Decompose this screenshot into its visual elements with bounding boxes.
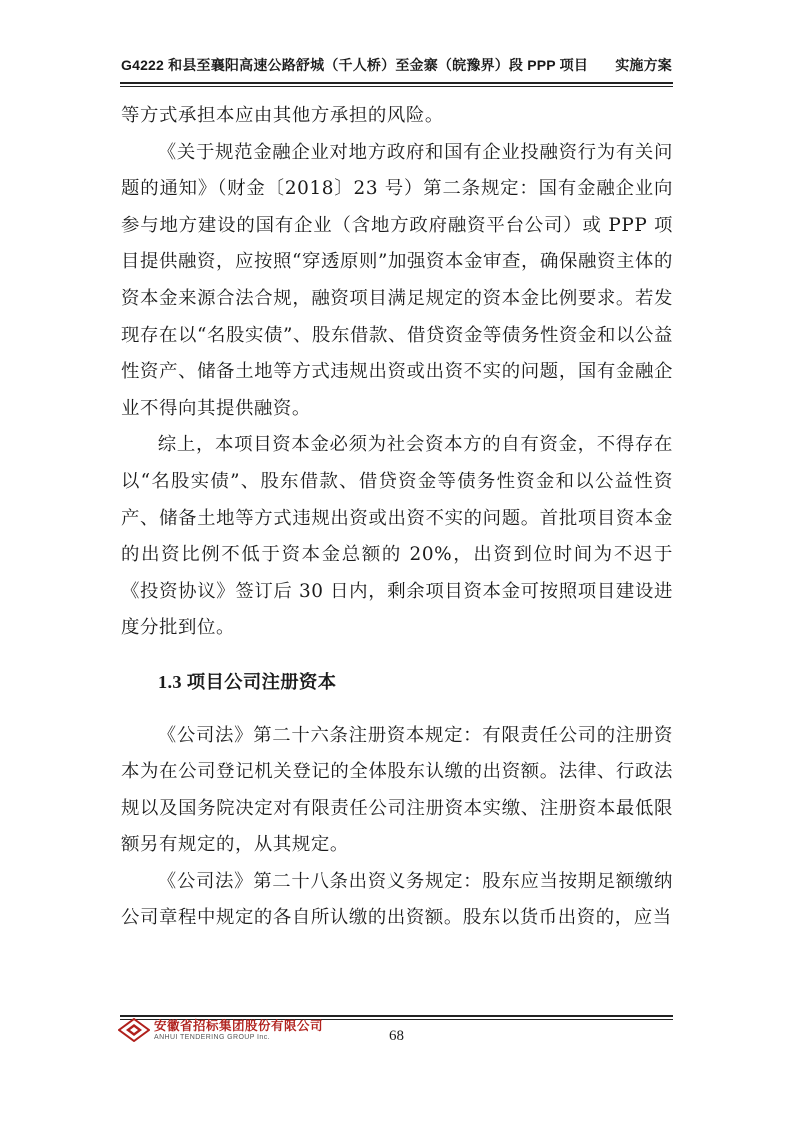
header-rule-thin [120,86,673,87]
paragraph-company-law-28: 《公司法》第二十八条出资义务规定：股东应当按期足额缴纳公司章程中规定的各自所认缴的出资额。股东以货币出资的，应当 [121,870,673,929]
body-content [121,98,673,937]
header-title: G4222 和县至襄阳高速公路舒城（千人桥）至金寨（皖豫界）段 PPP 项目 [121,57,589,73]
footer-rule [120,1015,673,1017]
company-name-en: ANHUI TENDERING GROUP Inc. [154,1034,270,1041]
paragraph-notice-regulation: 《关于规范金融企业对地方政府和国有企业投融资行为有关问题的通知》（财金〔2018〕23 号）第二条规定：国有金融企业向参与地方建设的国有企业（含地方政府融资平台公司）或 PPP 项目提供融资，应按照“穿透原则”加强资本金审查，确保融资主体的资本金来源合法合规，融资项目满足规定的资本金比例要求。若发现存在以“名股实债”、股东借款、借贷资金等债务性资金和以公益性资产、储备土地等方式违规出资或出资不实的问题，国有金融企业不得向其提供融资。 [121,141,673,419]
company-name-cn: 安徽省招标集团股份有限公司 [154,1018,324,1033]
section-heading: 1.3 项目公司注册资本 [158,671,337,692]
paragraph-continuation: 等方式承担本应由其他方承担的风险。 [121,105,444,126]
page-header [121,52,672,78]
paragraph-summary: 综上，本项目资本金必须为社会资本方的自有资金，不得存在以“名股实债”、股东借款、借贷资金等债务性资金和以公益性资产、储备土地等方式违规出资或出资不实的问题。首批项目资本金的出资比例不低于资本金总额的 20%，出资到位时间为不迟于《投资协议》签订后 30 日内，剩余项目资本金可按照项目建设进度分批到位。 [121,434,673,639]
header-doc-type: 实施方案 [615,57,672,73]
paragraph-company-law-26: 《公司法》第二十六条注册资本规定：有限责任公司的注册资本为在公司登记机关登记的全体股东认缴的出资额。法律、行政法规以及国务院决定对有限责任公司注册资本实缴、注册资本最低限额另有规定的，从其规定。 [121,724,673,856]
header-rule [120,82,673,84]
page-number: 68 [389,1028,404,1044]
